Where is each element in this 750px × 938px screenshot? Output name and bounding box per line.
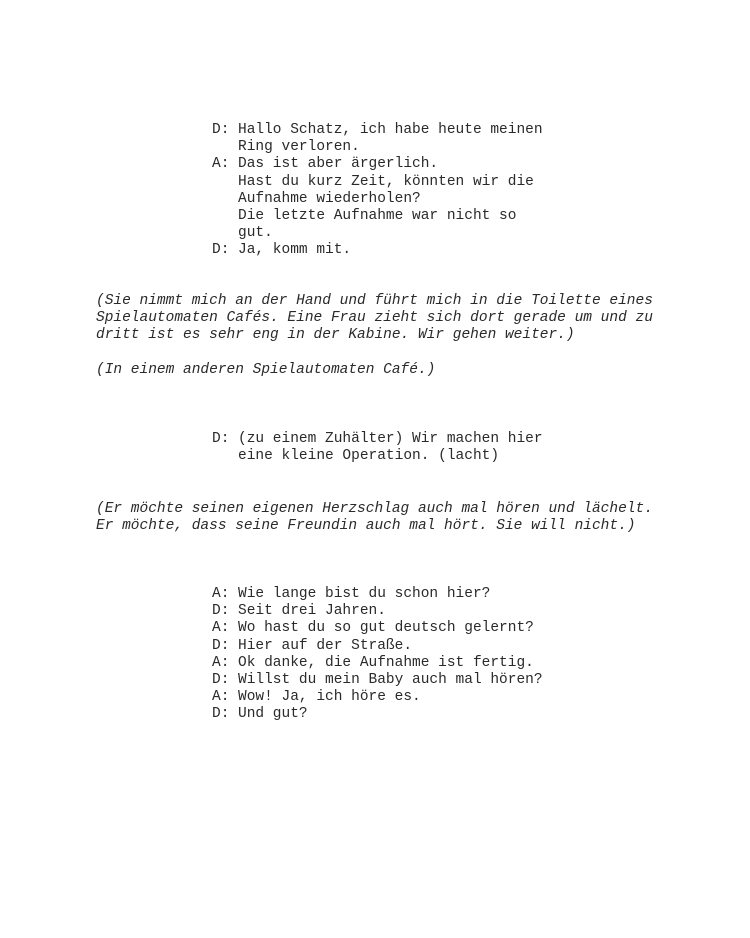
speaker-label: D: bbox=[212, 431, 230, 447]
dialogue-line bbox=[212, 242, 572, 259]
dialogue-line bbox=[212, 603, 572, 620]
speaker-label: A: bbox=[212, 620, 230, 637]
dialogue-text: Willst du mein Baby auch mal hören? bbox=[238, 672, 543, 689]
speaker-label: D: bbox=[212, 672, 230, 689]
dialogue-block-1 bbox=[212, 122, 572, 260]
stage-direction-3: (Er möchte seinen eigenen Herzschlag auch mal hören und lächelt. Er möchte, dass seine Freundin auch mal hört. Sie will nicht.) bbox=[96, 501, 653, 535]
speaker-label: A: bbox=[212, 689, 230, 706]
dialogue-line bbox=[212, 620, 572, 637]
dialogue-text: Das ist aber ärgerlich. Hast du kurz Zeit, könnten wir die Aufnahme wiederholen? Die letzte Aufnahme war nicht so gut. bbox=[238, 156, 534, 242]
dialogue-line bbox=[212, 156, 572, 242]
dialogue-line bbox=[212, 672, 572, 689]
dialogue-line bbox=[212, 431, 572, 465]
dialogue-text: Und gut? bbox=[238, 706, 308, 723]
dialogue-text: Wie lange bist du schon hier? bbox=[238, 586, 491, 602]
dialogue-text: Ja, komm mit. bbox=[238, 242, 352, 259]
speaker-label: D: bbox=[212, 122, 230, 138]
dialogue-block-3 bbox=[212, 586, 572, 724]
dialogue-text: Hallo Schatz, ich habe heute meinen Ring verloren. bbox=[238, 122, 543, 156]
dialogue-text: Ok danke, die Aufnahme ist fertig. bbox=[238, 654, 534, 671]
dialogue-line bbox=[212, 122, 572, 156]
stage-direction-2: (In einem anderen Spielautomaten Café.) bbox=[96, 362, 436, 378]
speaker-label: D: bbox=[212, 242, 230, 259]
dialogue-line bbox=[212, 706, 572, 723]
speaker-label: A: bbox=[212, 654, 230, 671]
dialogue-text: Wo hast du so gut deutsch gelernt? bbox=[238, 620, 534, 637]
dialogue-line bbox=[212, 638, 572, 655]
dialogue-line bbox=[212, 586, 572, 603]
dialogue-text: (zu einem Zuhälter) Wir machen hier eine kleine Operation. (lacht) bbox=[238, 431, 543, 465]
speaker-label: A: bbox=[212, 156, 230, 173]
stage-direction-1: (Sie nimmt mich an der Hand und führt mich in die Toilette eines Spielautomaten Cafés. Eine Frau zieht sich dort gerade um und zu dritt ist es sehr eng in der Kabine. Wir gehen weiter.) bbox=[96, 293, 653, 344]
dialogue-line bbox=[212, 689, 572, 706]
dialogue-text: Hier auf der Straße. bbox=[238, 637, 413, 654]
speaker-label: D: bbox=[212, 603, 230, 620]
dialogue-text: Wow! Ja, ich höre es. bbox=[238, 689, 421, 706]
speaker-label: A: bbox=[212, 586, 230, 602]
speaker-label: D: bbox=[212, 706, 230, 723]
dialogue-line bbox=[212, 655, 572, 672]
dialogue-block-2 bbox=[212, 431, 572, 465]
dialogue-text: Seit drei Jahren. bbox=[238, 603, 386, 620]
speaker-label: D: bbox=[212, 637, 230, 654]
